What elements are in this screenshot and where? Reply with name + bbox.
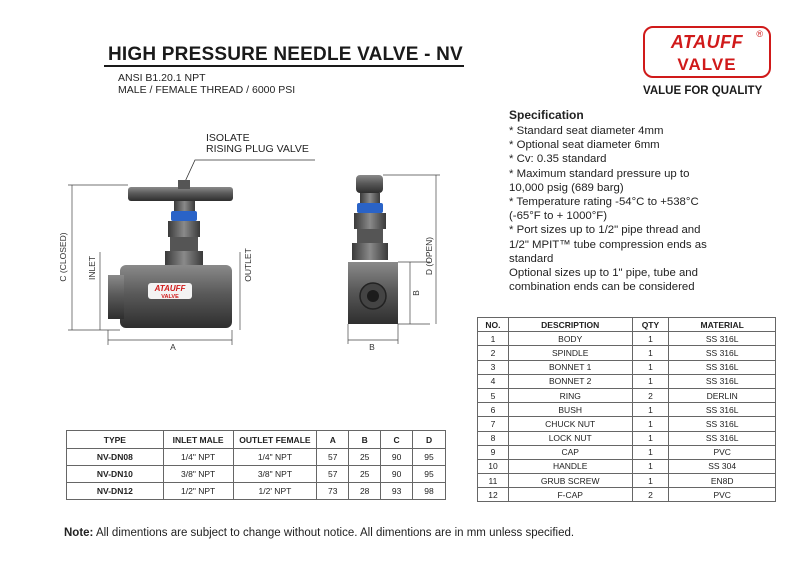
col-description: DESCRIPTION (508, 318, 632, 332)
part-description: BODY (508, 332, 632, 346)
parts-row (478, 346, 776, 360)
isolate-callout: ISOLATE RISING PLUG VALVE (206, 132, 309, 155)
outlet-size: 3/8" NPT (233, 466, 317, 483)
dim-a: 73 (317, 483, 349, 500)
part-no: 2 (478, 346, 509, 360)
part-material: SS 316L (669, 431, 776, 445)
parts-table (477, 317, 776, 502)
part-description: BUSH (508, 403, 632, 417)
outlet-size: 1/4" NPT (233, 449, 317, 466)
handle-ring-blue (171, 211, 197, 221)
dim-d-label: D (OPEN) (424, 236, 434, 276)
part-description: GRUB SCREW (508, 474, 632, 488)
part-qty: 1 (632, 346, 669, 360)
body-mark-sub: VALVE (161, 294, 179, 300)
part-description: LOCK NUT (508, 431, 632, 445)
spec-line: * Maximum standard pressure up to (509, 167, 690, 180)
thread-subtitle: MALE / FEMALE THREAD / 6000 PSI (118, 84, 296, 96)
part-qty: 1 (632, 431, 669, 445)
part-material: PVC (669, 488, 776, 502)
outlet-size: 1/2' NPT (233, 483, 317, 500)
parts-header-row (478, 318, 776, 332)
grub-screw (178, 180, 190, 189)
parts-row (478, 445, 776, 459)
type-table (66, 430, 446, 500)
dim-b-vertical-label: B (411, 290, 421, 296)
spec-line: * Standard seat diameter 4mm (509, 125, 664, 137)
inlet-label: INLET (87, 255, 97, 281)
part-qty: 1 (632, 403, 669, 417)
type-row (67, 466, 446, 483)
inlet-size: 3/8" NPT (163, 466, 233, 483)
part-material: SS 316L (669, 332, 776, 346)
part-description: BONNET 2 (508, 374, 632, 388)
col-c: C (381, 431, 413, 449)
dim-b: 25 (349, 466, 381, 483)
spec-line: * Temperature rating -54°C to +538°C (509, 196, 699, 209)
col-type: TYPE (67, 431, 164, 449)
part-description: HANDLE (508, 459, 632, 473)
note-text: All dimentions are subject to change without notice. All dimentions are in mm unless specified. (93, 527, 575, 539)
footer-note (64, 527, 574, 539)
part-description: SPINDLE (508, 346, 632, 360)
spec-list (509, 124, 779, 294)
dim-d: 95 (413, 466, 446, 483)
type-code: NV-DN08 (67, 449, 164, 466)
side-view (348, 175, 398, 324)
part-no: 3 (478, 360, 509, 374)
part-qty: 1 (632, 374, 669, 388)
part-qty: 1 (632, 360, 669, 374)
part-description: RING (508, 388, 632, 402)
page-title: HIGH PRESSURE NEEDLE VALVE - NV (108, 44, 463, 65)
part-qty: 1 (632, 445, 669, 459)
front-view (108, 180, 233, 328)
dim-a-label: A (170, 342, 176, 352)
logo-sub: VALVE (677, 55, 737, 74)
dim-d: 98 (413, 483, 446, 500)
part-material: SS 316L (669, 374, 776, 388)
part-no: 7 (478, 417, 509, 431)
part-material: EN8D (669, 474, 776, 488)
parts-row (478, 417, 776, 431)
parts-row (478, 332, 776, 346)
dim-a: 57 (317, 449, 349, 466)
dim-c: 90 (381, 466, 413, 483)
col-material: MATERIAL (669, 318, 776, 332)
part-no: 9 (478, 445, 509, 459)
part-no: 11 (478, 474, 509, 488)
standard-subtitle: ANSI B1.20.1 NPT (118, 72, 206, 84)
part-qty: 1 (632, 459, 669, 473)
part-no: 10 (478, 459, 509, 473)
dim-b: 28 (349, 483, 381, 500)
part-description: F-CAP (508, 488, 632, 502)
spec-line: 1/2" MPIT™ tube compression ends as (509, 238, 707, 251)
col-outlet-female: OUTLET FEMALE (233, 431, 317, 449)
part-no: 5 (478, 388, 509, 402)
col-inlet-male: INLET MALE (163, 431, 233, 449)
spec-title: Specification (509, 108, 584, 122)
inlet-size: 1/2" NPT (163, 483, 233, 500)
spec-line: * Optional seat diameter 6mm (509, 139, 660, 152)
spec-line: (-65°F to + 1000°F) (509, 210, 608, 223)
col-qty: QTY (632, 318, 669, 332)
part-description: CHUCK NUT (508, 417, 632, 431)
col-b: B (349, 431, 381, 449)
part-no: 6 (478, 403, 509, 417)
parts-row (478, 431, 776, 445)
part-no: 12 (478, 488, 509, 502)
part-material: SS 316L (669, 346, 776, 360)
dim-d: 95 (413, 449, 446, 466)
type-header-row (67, 431, 446, 449)
dim-c-label: C (CLOSED) (58, 232, 68, 282)
spec-line: * Port sizes up to 1/2" pipe thread and (509, 224, 701, 237)
col-a: A (317, 431, 349, 449)
spec-line: 10,000 psig (689 barg) (509, 181, 624, 194)
dim-a: 57 (317, 466, 349, 483)
inlet-thread (108, 275, 124, 319)
type-code: NV-DN10 (67, 466, 164, 483)
spec-line: * Cv: 0.35 standard (509, 153, 607, 166)
parts-row (478, 388, 776, 402)
registered-mark: ® (756, 29, 763, 39)
part-no: 8 (478, 431, 509, 445)
part-description: CAP (508, 445, 632, 459)
callout-leader (183, 160, 315, 186)
dim-c: 90 (381, 449, 413, 466)
parts-row (478, 403, 776, 417)
part-material: SS 304 (669, 459, 776, 473)
type-row (67, 483, 446, 500)
parts-row (478, 374, 776, 388)
body-mark-name: ATAUFF (154, 284, 186, 293)
handle-bar (128, 187, 233, 201)
spec-line: Optional sizes up to 1" pipe, tube and (509, 267, 698, 280)
dim-c: 93 (381, 483, 413, 500)
part-material: PVC (669, 445, 776, 459)
part-material: SS 316L (669, 417, 776, 431)
part-qty: 2 (632, 388, 669, 402)
parts-row (478, 360, 776, 374)
dim-b-label: B (369, 342, 375, 352)
dim-b: 25 (349, 449, 381, 466)
outlet-label: OUTLET (243, 248, 253, 282)
type-row (67, 449, 446, 466)
parts-row (478, 488, 776, 502)
spec-line: combination ends can be considered (509, 281, 695, 294)
inlet-size: 1/4" NPT (163, 449, 233, 466)
part-qty: 1 (632, 332, 669, 346)
part-material: DERLIN (669, 388, 776, 402)
logo-name: ATAUFF (670, 32, 744, 52)
parts-row (478, 459, 776, 473)
note-label: Note: (64, 527, 94, 539)
col-d: D (413, 431, 446, 449)
type-code: NV-DN12 (67, 483, 164, 500)
part-qty: 1 (632, 417, 669, 431)
part-no: 4 (478, 374, 509, 388)
part-qty: 2 (632, 488, 669, 502)
part-material: SS 316L (669, 360, 776, 374)
col-no: NO. (478, 318, 509, 332)
part-no: 1 (478, 332, 509, 346)
part-material: SS 316L (669, 403, 776, 417)
parts-row (478, 474, 776, 488)
part-description: BONNET 1 (508, 360, 632, 374)
part-qty: 1 (632, 474, 669, 488)
spec-line: standard (509, 252, 554, 265)
brand-tagline: VALUE FOR QUALITY (643, 85, 763, 97)
